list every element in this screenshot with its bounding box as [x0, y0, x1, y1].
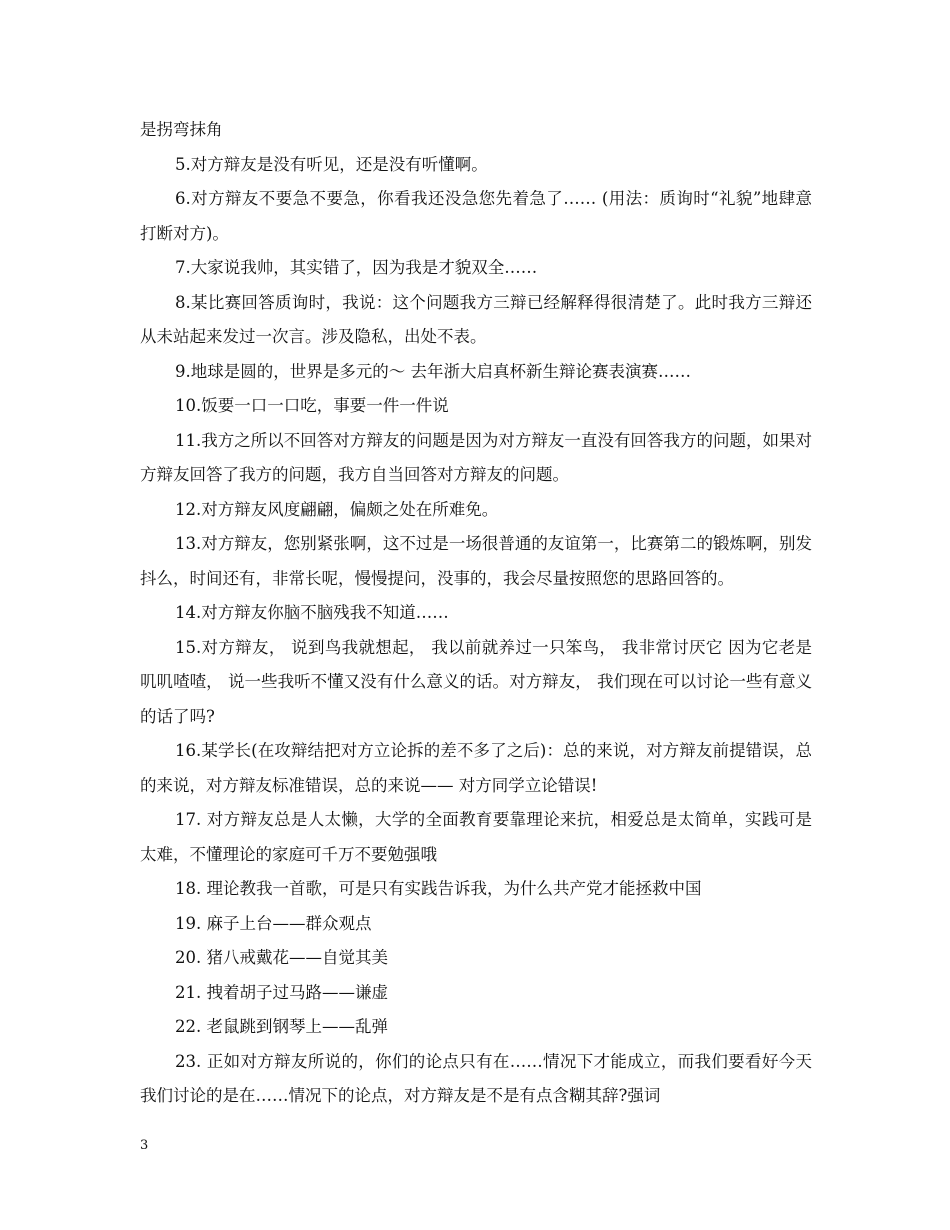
paragraph-item-8: 8.某比赛回答质询时，我说：这个问题我方三辩已经解释得很清楚了。此时我方三辩还从未站起来发过一次言。涉及隐私，出处不表。 — [140, 292, 812, 346]
paragraph-item-16: 16.某学长(在攻辩结把对方立论拆的差不多了之后)：总的来说，对方辩友前提错误，总的来说，对方辩友标准错误，总的来说—— 对方同学立论错误! — [140, 741, 812, 795]
paragraph-item-19: 19. 麻子上台——群众观点 — [175, 913, 372, 933]
paragraph-item-5: 5.对方辩友是没有听见，还是没有听懂啊。 — [175, 154, 488, 174]
paragraph-item-17: 17. 对方辩友总是人太懒，大学的全面教育要靠理论来抗，相爱总是太简单，实践可是太难，不懂理论的家庭可千万不要勉强哦 — [140, 810, 812, 864]
paragraph-item-14: 14.对方辩友你脑不脑残我不知道…… — [175, 603, 449, 622]
paragraph-item-9: 9.地球是圆的，世界是多元的～ 去年浙大启真杯新生辩论赛表演赛…… — [175, 361, 691, 381]
paragraph-continuation: 是拐弯抹角 — [140, 120, 223, 139]
paragraph-item-21: 21. 拽着胡子过马路——谦虚 — [175, 982, 388, 1002]
paragraph-item-23: 23. 正如对方辩友所说的，你们的论点只有在……情况下才能成立，而我们要看好今天我们讨论的是在……情况下的论点，对方辩友是不是有点含糊其辞?强词 — [140, 1051, 812, 1105]
paragraph-item-15: 15.对方辩友， 说到鸟我就想起， 我以前就养过一只笨鸟， 我非常讨厌它 因为它老是叽叽喳喳， 说一些我听不懂又没有什么意义的话。对方辩友， 我们现在可以讨论一些有意义的话了吗? — [140, 637, 812, 726]
paragraph-item-10: 10.饭要一口一口吃，事要一件一件说 — [175, 396, 449, 415]
paragraph-item-6: 6.对方辩友不要急不要急，你看我还没急您先着急了…… (用法：质询时“礼貌”地肆意打断对方)。 — [140, 189, 812, 243]
paragraph-item-22: 22. 老鼠跳到钢琴上——乱弹 — [175, 1017, 388, 1036]
paragraph-item-18: 18. 理论教我一首歌，可是只有实践告诉我，为什么共产党才能拯救中国 — [175, 879, 702, 898]
paragraph-item-20: 20. 猪八戒戴花——自觉其美 — [175, 948, 388, 967]
paragraph-item-11: 11.我方之所以不回答对方辩友的问题是因为对方辩友一直没有回答我方的问题，如果对方辩友回答了我方的问题，我方自当回答对方辩友的问题。 — [140, 430, 812, 484]
paragraph-item-13: 13.对方辩友，您别紧张啊，这不过是一场很普通的友谊第一，比赛第二的锻炼啊，别发抖么，时间还有，非常长呢，慢慢提问，没事的，我会尽量按照您的思路回答的。 — [140, 534, 812, 588]
paragraph-item-7: 7.大家说我帅，其实错了，因为我是才貌双全…… — [175, 258, 538, 277]
page-number: 3 — [140, 1138, 149, 1153]
document-body — [140, 113, 812, 1114]
paragraph-item-12: 12.对方辩友风度翩翩，偏颇之处在所难免。 — [175, 499, 499, 519]
